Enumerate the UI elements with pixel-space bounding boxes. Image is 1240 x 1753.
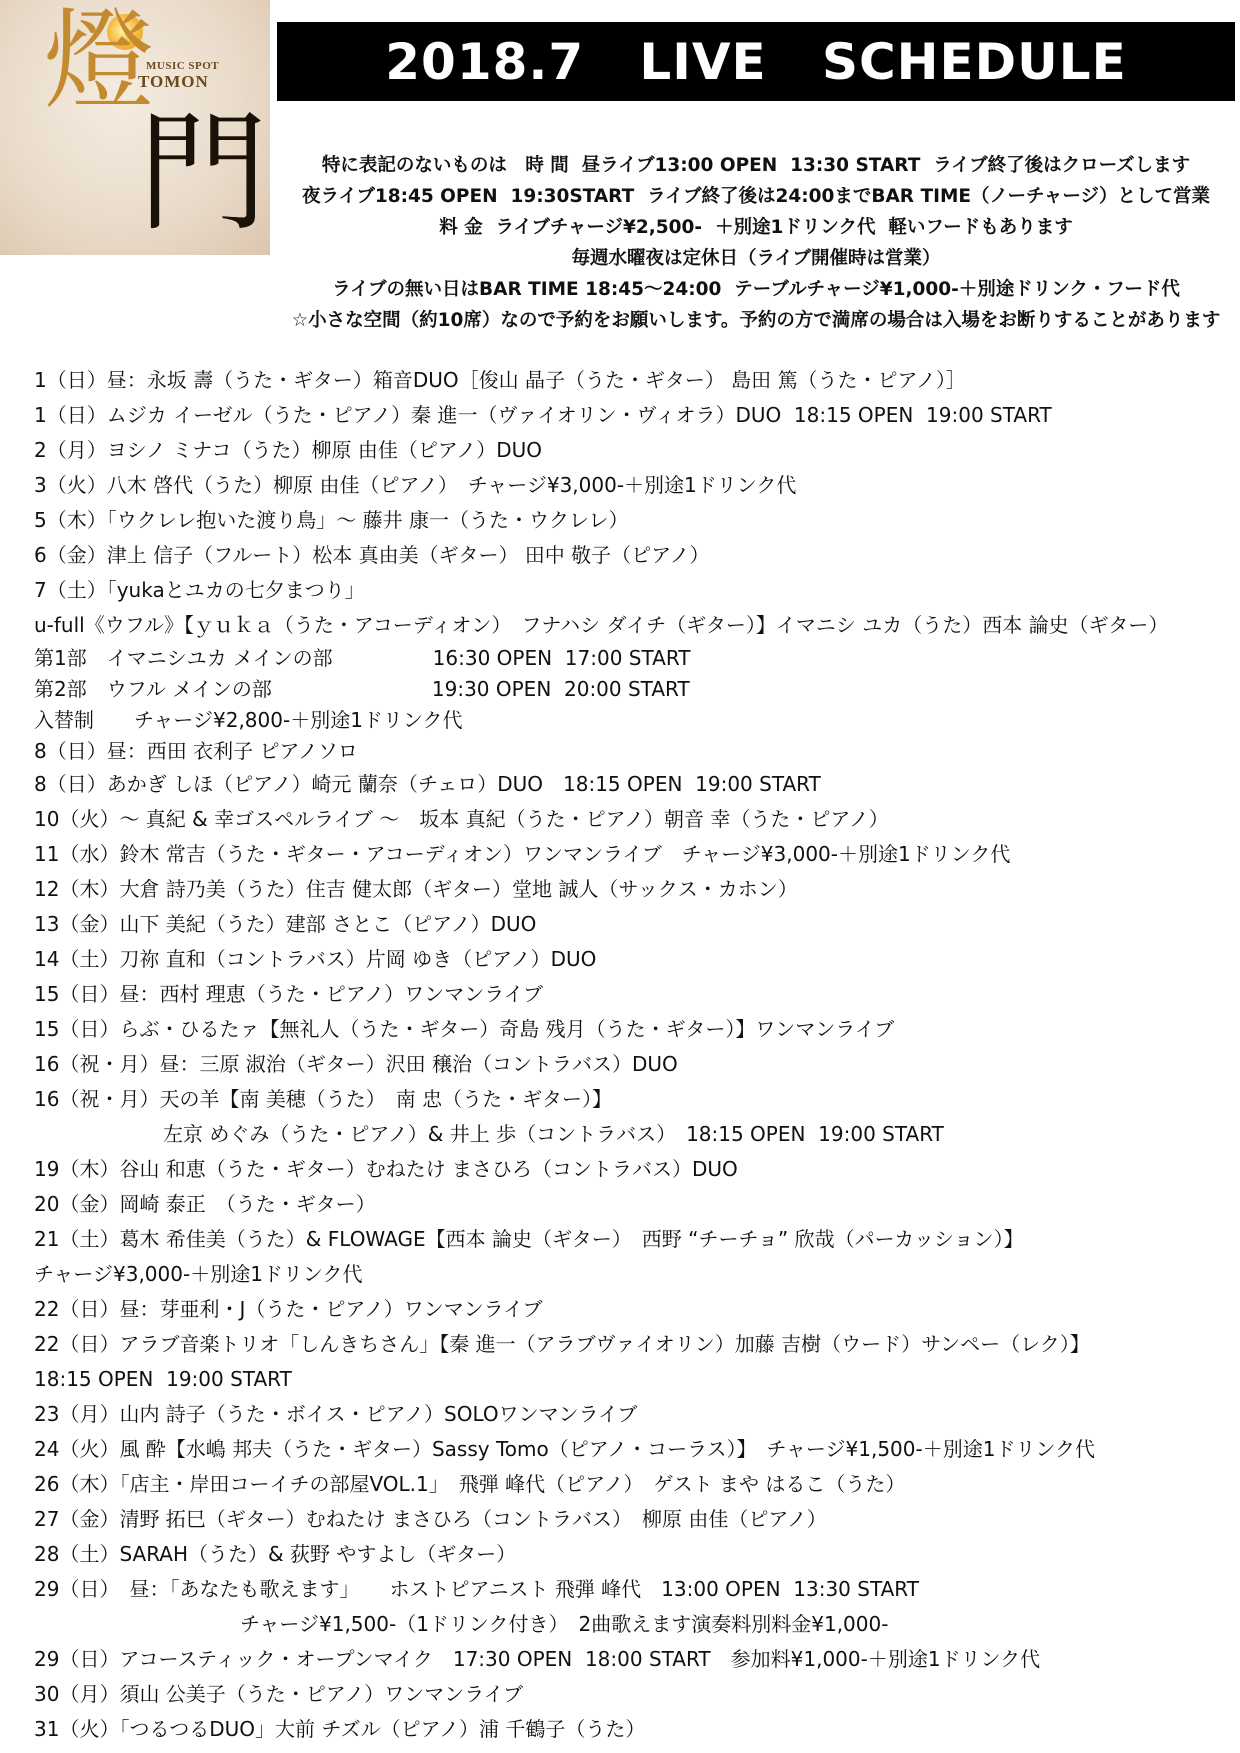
schedule-item: 入替制 チャージ¥2,800-＋別途1ドリンク代 (34, 708, 463, 732)
schedule-item: 3（火）八木 啓代（うた）柳原 由佳（ピアノ） チャージ¥3,000-＋別途1ドリンク代 (34, 473, 797, 497)
title-banner (277, 22, 1235, 101)
schedule-item: 7（土）「yukaとユカの七夕まつり」 (34, 578, 365, 602)
schedule-item: チャージ¥3,000-＋別途1ドリンク代 (34, 1262, 363, 1286)
schedule-item: 5（木）「ウクレレ抱いた渡り鳥」〜 藤井 康一（うた・ウクレレ） (34, 508, 629, 532)
schedule-item: 22（日）アラブ音楽トリオ「しんきちさん」【秦 進一（アラブヴァイオリン）加藤 吉樹（ウード）サンペー（レク）】 (34, 1332, 1090, 1356)
schedule-item: 1（日）昼：永坂 壽（うた・ギター）箱音DUO［俊山 晶子（うた・ギター） 島田 篤（うた・ピアノ）］ (34, 368, 966, 392)
schedule-item: 10（火）〜 真紀 & 幸ゴスペルライブ 〜 坂本 真紀（うた・ピアノ）朝音 幸（うた・ピアノ） (34, 807, 889, 831)
schedule-item: 第2部 ウフル メインの部 19:30 OPEN 20:00 START (34, 677, 690, 701)
schedule-item: 14（土）刀祢 直和（コントラバス）片岡 ゆき（ピアノ）DUO (34, 947, 597, 971)
schedule-item: 29（日） 昼：「あなたも歌えます」 ホストピアニスト 飛弾 峰代 13:00 OPEN 13:30 START (34, 1577, 919, 1601)
schedule-item: 21（土）葛木 希佳美（うた）& FLOWAGE【西本 論史（ギター） 西野 “チーチョ” 欣哉（パーカッション）】 (34, 1227, 1024, 1251)
schedule-item: 8（日）あかぎ しほ（ピアノ）崎元 蘭奈（チェロ）DUO 18:15 OPEN 19:00 START (34, 772, 821, 796)
logo-kanji-top: 燈 (44, 0, 154, 125)
schedule-item: 19（木）谷山 和恵（うた・ギター）むねたけ まさひろ（コントラバス）DUO (34, 1157, 738, 1181)
schedule-item: 11（水）鈴木 常吉（うた・ギター・アコーディオン）ワンマンライブ チャージ¥3,000-＋別途1ドリンク代 (34, 842, 1011, 866)
logo-tomon: TOMON (138, 72, 209, 91)
schedule-item: 第1部 イマニシユカ メインの部 16:30 OPEN 17:00 START (34, 646, 691, 670)
schedule-item: 23（月）山内 詩子（うた・ボイス・ピアノ）SOLOワンマンライブ (34, 1402, 638, 1426)
schedule-item: 12（木）大倉 詩乃美（うた）住吉 健太郎（ギター）堂地 誠人（サックス・カホン） (34, 877, 798, 901)
notice-line: 夜ライブ18:45 OPEN 19:30START ライブ終了後は24:00までBAR TIME（ノーチャージ）として営業 (301, 186, 1211, 207)
schedule-item: 20（金）岡崎 泰正 （うた・ギター） (34, 1192, 376, 1216)
schedule-item: 左京 めぐみ（うた・ピアノ）& 井上 歩（コントラバス） 18:15 OPEN 19:00 START (163, 1122, 944, 1146)
schedule-item: 6（金）津上 信子（フルート）松本 真由美（ギター） 田中 敬子（ピアノ） (34, 543, 710, 567)
schedule-item: 28（土）SARAH（うた）& 荻野 やすよし（ギター） (34, 1542, 517, 1566)
schedule-item: 1（日）ムジカ イーゼル（うた・ピアノ）秦 進一（ヴァイオリン・ヴィオラ）DUO 18:15 OPEN 19:00 START (34, 403, 1052, 427)
tomon-logo (0, 0, 270, 255)
schedule-list (34, 363, 1236, 1747)
schedule-item: 27（金）清野 拓巳（ギター）むねたけ まさひろ（コントラバス） 柳原 由佳（ピアノ） (34, 1507, 827, 1531)
schedule-item: 2（月）ヨシノ ミナコ（うた）柳原 由佳（ピアノ）DUO (34, 438, 543, 462)
schedule-item: 13（金）山下 美紀（うた）建部 さとこ（ピアノ）DUO (34, 912, 537, 936)
page-title: 2018.7 LIVE SCHEDULE (385, 32, 1127, 91)
logo-kanji-bottom: 門 (138, 97, 269, 249)
schedule-item: 8（日）昼：西田 衣利子 ピアノソロ (34, 739, 358, 763)
schedule-item: 26（木）「店主・岸田コーイチの部屋VOL.1」 飛弾 峰代（ピアノ） ゲスト まや はるこ（うた） (34, 1472, 906, 1496)
schedule-item: チャージ¥1,500-（1ドリンク付き） 2曲歌えます演奏料別料金¥1,000- (240, 1612, 889, 1636)
schedule-item: 18:15 OPEN 19:00 START (34, 1367, 292, 1391)
notice-line: 料 金 ライブチャージ¥2,500- ＋別途1ドリンク代 軽いフードもあります (439, 217, 1073, 238)
notice-block (277, 150, 1235, 336)
notice-line: 毎週水曜夜は定休日（ライブ開催時は営業） (571, 248, 941, 269)
schedule-item: 15（日）らぶ・ひるたァ【無礼人（うた・ギター）奇島 残月（うた・ギター）】ワンマンライブ (34, 1017, 895, 1041)
logo-music-spot: MUSIC SPOT (146, 60, 220, 72)
notice-line: ☆小さな空間（約10席）なので予約をお願いします。予約の方で満席の場合は入場をお断りすることがあります (291, 310, 1221, 331)
schedule-item: 31（火）「つるつるDUO」大前 チズル（ピアノ）浦 千鶴子（うた） (34, 1717, 646, 1741)
notice-line: 特に表記のないものは 時 間 昼ライブ13:00 OPEN 13:30 START ライブ終了後はクローズします (321, 155, 1191, 176)
schedule-item: 22（日）昼：芽亜利・J（うた・ピアノ）ワンマンライブ (34, 1297, 543, 1321)
schedule-item: 29（日）アコースティック・オープンマイク 17:30 OPEN 18:00 START 参加料¥1,000-＋別途1ドリンク代 (34, 1647, 1041, 1671)
schedule-item: 16（祝・月）昼：三原 淑治（ギター）沢田 穣治（コントラバス）DUO (34, 1052, 678, 1076)
schedule-item: 24（火）風 酔【水嶋 邦夫（うた・ギター）Sassy Tomo（ピアノ・コーラス）】 チャージ¥1,500-＋別途1ドリンク代 (34, 1437, 1096, 1461)
schedule-item: 15（日）昼：西村 理恵（うた・ピアノ）ワンマンライブ (34, 982, 544, 1006)
schedule-item: 30（月）須山 公美子（うた・ピアノ）ワンマンライブ (34, 1682, 524, 1706)
notice-line: ライブの無い日はBAR TIME 18:45〜24:00 テーブルチャージ¥1,000-＋別途ドリンク・フード代 (332, 279, 1180, 300)
schedule-item: 16（祝・月）天の羊【南 美穂（うた） 南 忠（うた・ギター）】 (34, 1087, 612, 1111)
schedule-item: u-full《ウフル》【ｙｕｋａ（うた・アコーディオン） フナハシ ダイチ（ギター）】イマニシ ユカ（うた）西本 論史（ギター） (34, 613, 1169, 637)
